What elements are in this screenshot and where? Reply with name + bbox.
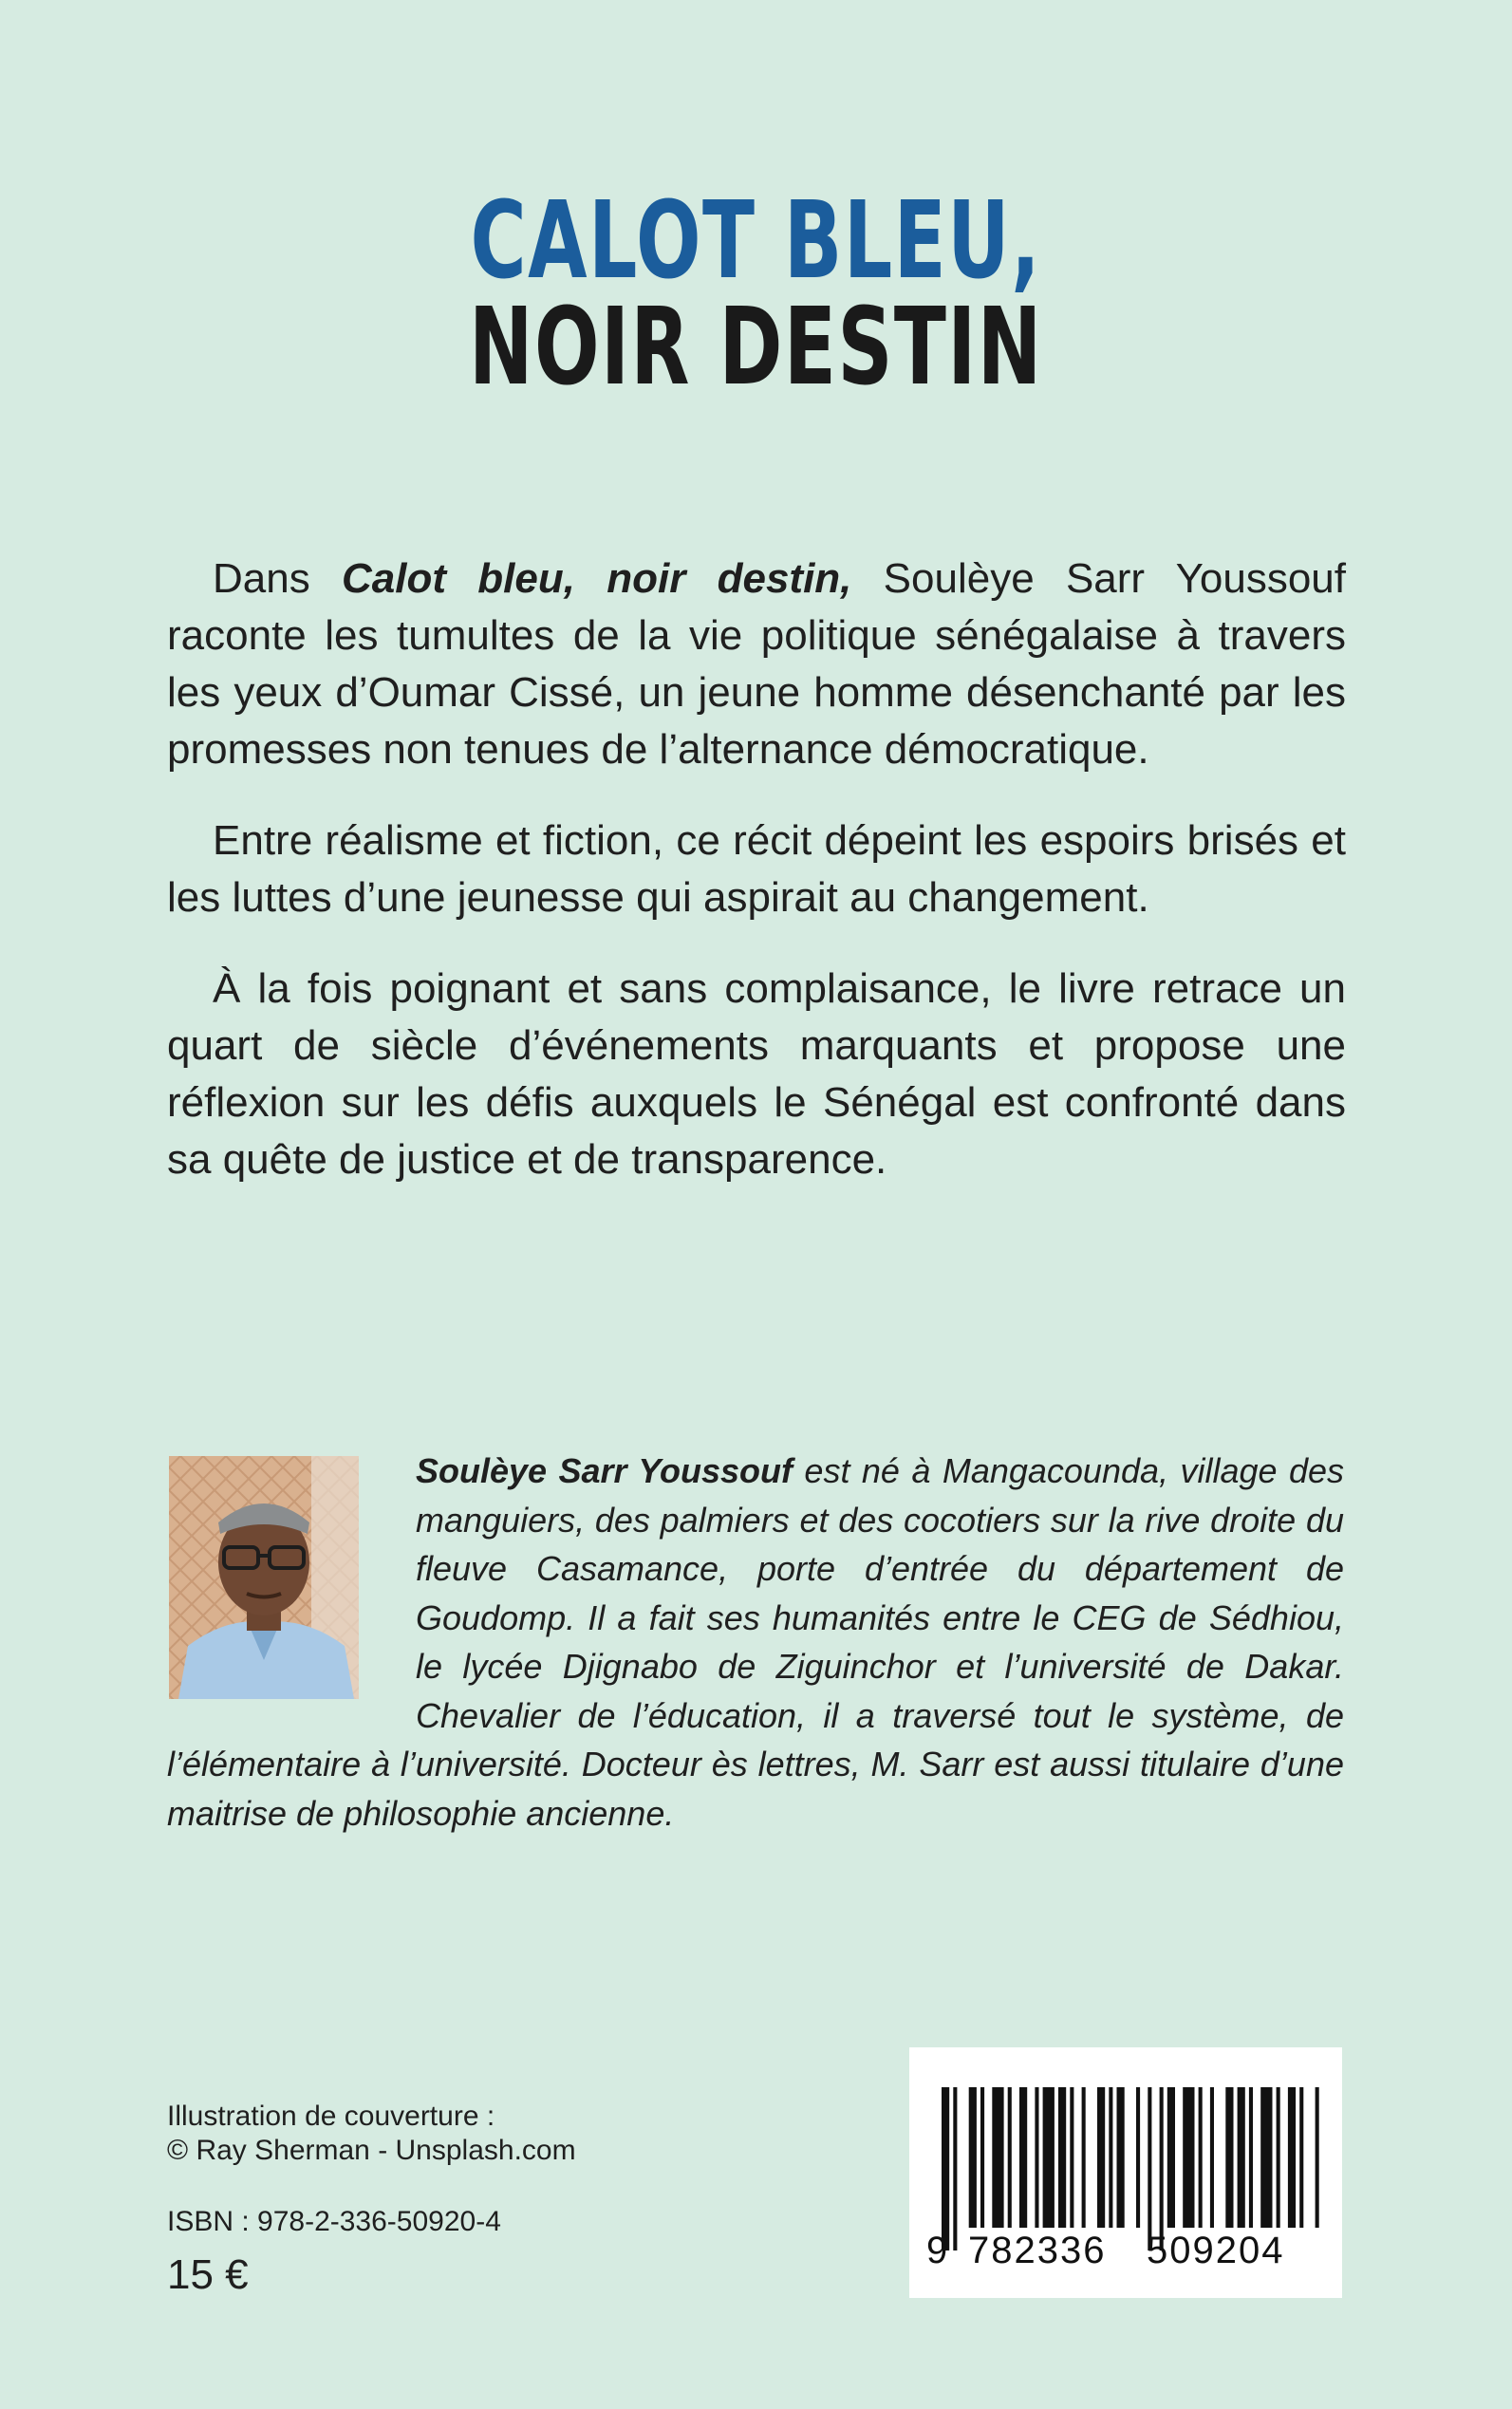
barcode-bar [1249, 2087, 1253, 2228]
barcode-bar [1199, 2087, 1203, 2228]
cover-credits [167, 2100, 576, 2168]
author-biography [167, 1447, 1344, 1838]
blurb-book-title: Calot bleu, noir destin, [342, 555, 852, 602]
photo-spacer [167, 1447, 416, 1695]
credits-line-1: Illustration de couverture : [167, 2101, 495, 2132]
barcode-bar [1288, 2087, 1296, 2228]
barcode-bar [980, 2087, 984, 2228]
barcode-bar [1136, 2087, 1140, 2228]
barcode-left-group: 782336 [968, 2230, 1107, 2271]
blurb-paragraph-1 [167, 551, 1346, 778]
barcode-bar [1008, 2087, 1012, 2228]
barcode-bar [1117, 2087, 1125, 2228]
barcode-bar [1097, 2087, 1105, 2228]
title-line-1: CALOT BLEU, [470, 179, 1042, 303]
blurb-paragraph-3: À la fois poignant et sans complaisance, le livre retrace un quart de siècle d’événements marquants et propose une réflexion sur les défis auxquels le Sénégal est confronté dans sa quête de justice et de transparence. [167, 965, 1346, 1183]
barcode-bar [1260, 2087, 1272, 2228]
barcode-bar [1109, 2087, 1112, 2228]
blurb-paragraph-2: Entre réalisme et fiction, ce récit dépeint les espoirs brisés et les luttes d’une jeunesse qui aspirait au changement. [167, 817, 1346, 921]
price-text: 15 € [167, 2251, 249, 2298]
author-bio-text: est né à Mangacounda, village des manguiers, des palmiers et des cocotiers sur la rive droite du fleuve Casamance, porte d’entrée du département de Goudomp. Il a fait ses humanités entre le CEG de Sédhiou, le lycée Djignabo de Ziguinchor et l’université de Dakar. Chevalier de l’éducation, il a traversé tout le système, de l’élémentaire à l’université. Docteur ès lettres, M. Sarr est aussi titulaire d’une maitrise de philosophie ancienne. [167, 1451, 1344, 1833]
barcode-bar [1160, 2087, 1164, 2250]
title-line-2: NOIR DESTIN [469, 286, 1043, 409]
barcode-bar [953, 2087, 957, 2250]
blurb-paragraph-1-rest: Soulèye Sarr Youssouf raconte les tumultes de la vie politique sénégalaise à travers les yeux d’Oumar Cissé, un jeune homme désenchanté par les promesses non tenues de l’alternance démocratique. [167, 555, 1346, 773]
barcode-bar [1238, 2087, 1245, 2228]
credits-line-2: © Ray Sherman - Unsplash.com [167, 2135, 576, 2166]
author-name: Soulèye Sarr Youssouf [416, 1451, 793, 1490]
barcode-bar [1082, 2087, 1086, 2228]
barcode-bar [1299, 2087, 1303, 2228]
barcode-first-digit: 9 [926, 2230, 950, 2271]
barcode-bar [1070, 2087, 1073, 2228]
barcode-bar [992, 2087, 1003, 2228]
isbn-text: ISBN : 978-2-336-50920-4 [167, 2206, 501, 2237]
barcode-bar [1148, 2087, 1151, 2250]
barcode-bar [1225, 2087, 1233, 2228]
barcode-bar [969, 2087, 977, 2228]
barcode-bar [1277, 2087, 1280, 2228]
barcode-bar [1167, 2087, 1175, 2228]
barcode-bar [1183, 2087, 1194, 2228]
barcode-right-group: 509204 [1147, 2230, 1285, 2271]
barcode-bar [942, 2087, 949, 2250]
back-cover-blurb [167, 551, 1346, 1223]
barcode [909, 2047, 1342, 2298]
blurb-intro: Dans [213, 555, 342, 602]
barcode-bar [1043, 2087, 1055, 2228]
barcode-bar [1019, 2087, 1027, 2228]
barcode-bar [1316, 2087, 1319, 2228]
barcode-bar [1058, 2087, 1066, 2228]
barcode-bar [1035, 2087, 1038, 2228]
barcode-bar [1210, 2087, 1214, 2228]
